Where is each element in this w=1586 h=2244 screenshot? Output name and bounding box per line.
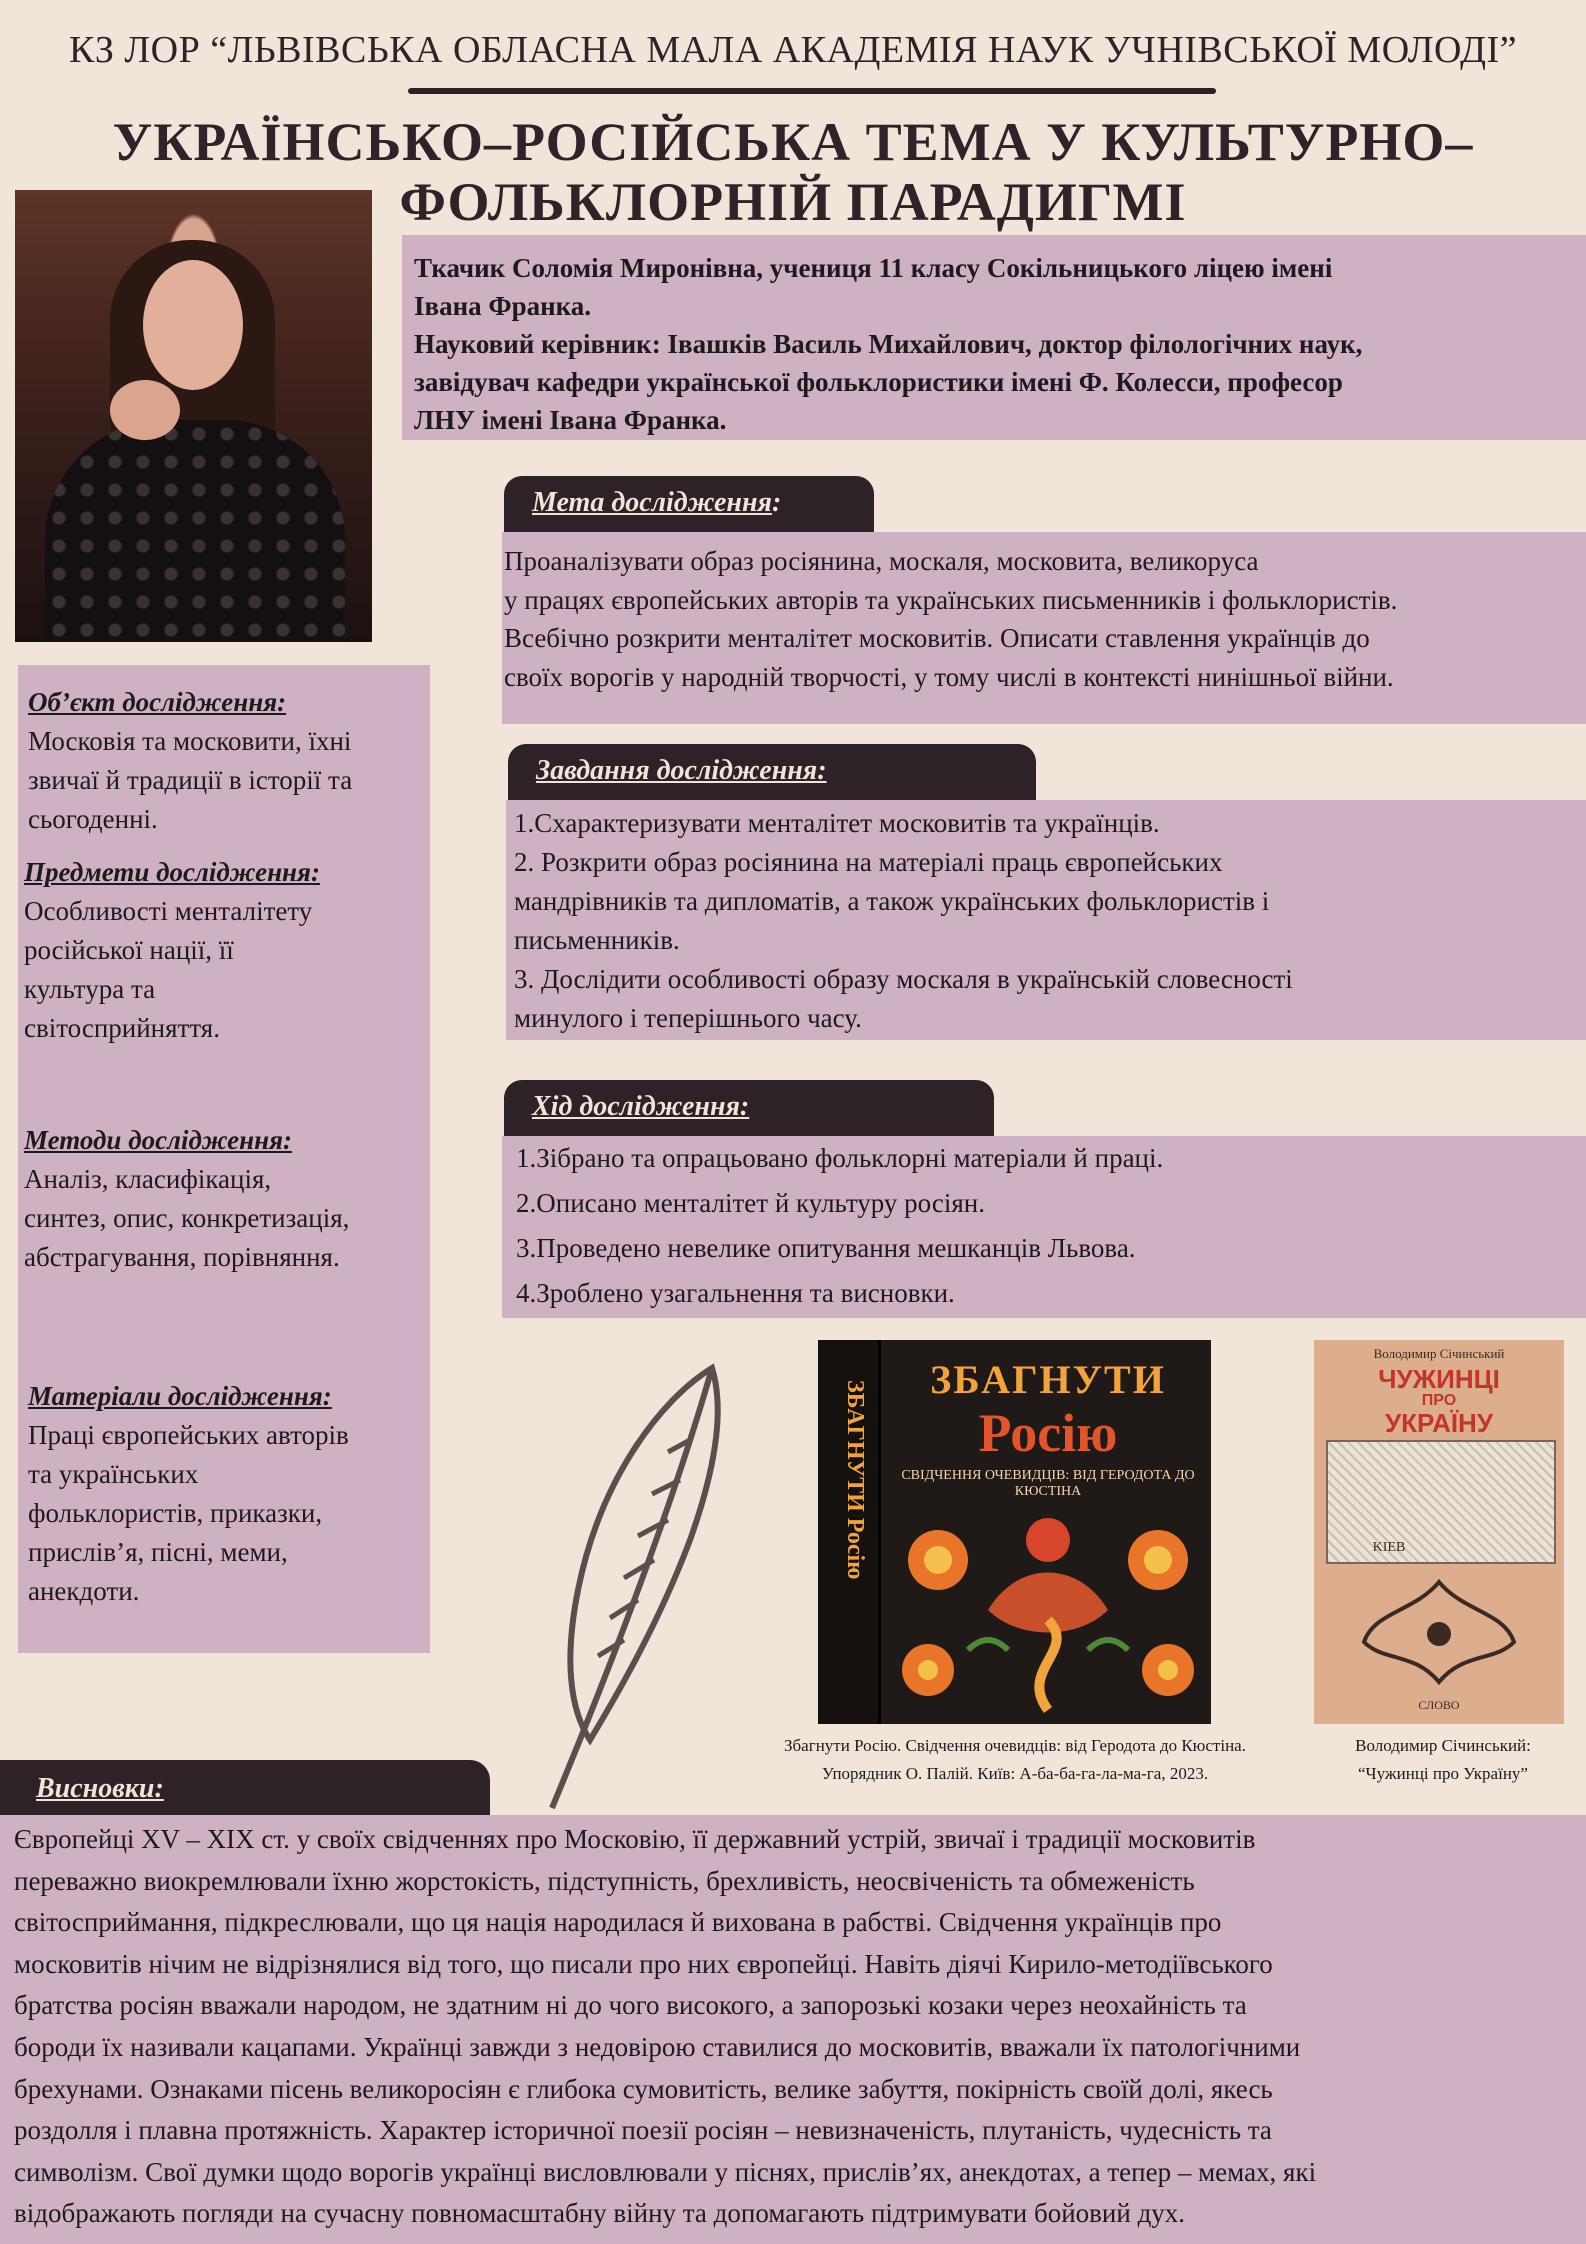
methods-line: абстрагування, порівняння. [24,1242,340,1272]
author-line: Івана Франка. [414,291,592,321]
subjects-line: російської нації, її [24,935,234,965]
conclusions-heading: Висновки: [36,1773,164,1804]
materials-line: та українських [28,1459,199,1489]
goal-colon: : [771,487,782,518]
goal-line: у працях європейських авторів та українських письменників і фольклористів. [504,584,1398,615]
author-line: ЛНУ імені Івана Франка. [414,405,727,435]
author-photo [15,190,372,642]
conclusion-line: брехунами. Ознаками пісень великоросіян є глибока сумовитість, велике забуття, покірність своїй долі, якесь [14,2073,1273,2104]
subjects-line: Особливості менталітету [24,896,313,926]
materials-line: фольклористів, приказки, [28,1498,323,1528]
process-heading: Хід дослідження: [532,1091,750,1122]
book2-map-label: KIEB [1372,1540,1406,1555]
methods-section [24,1121,424,1277]
book2-publisher: СЛОВО [1418,1698,1460,1712]
task-line: минулого і теперішнього часу. [514,1003,862,1033]
author-line: Ткачик Соломія Миронівна, учениця 11 класу Сокільницького ліцею імені [414,253,1333,283]
left-info-panel [18,665,430,1653]
process-line: 2.Описано менталітет й культуру росіян. [516,1188,985,1218]
subjects-line: культура та [24,974,156,1004]
book2-title-line: УКРАЇНУ [1385,1408,1493,1438]
organization-name: КЗ ЛОР “ЛЬВІВСЬКА ОБЛАСНА МАЛА АКАДЕМІЯ НАУК УЧНІВСЬКОЇ МОЛОДІ” [68,29,1518,71]
title-line-1: УКРАЇНСЬКО–РОСІЙСЬКА ТЕМА У КУЛЬТУРНО– [112,112,1474,172]
folk-ornament-icon [888,1500,1208,1720]
book1-caption [700,1732,1330,1788]
book1-cover-main: Росію [978,1403,1118,1463]
materials-line: Праці європейських авторів [28,1420,349,1450]
book1-caption-line: Збагнути Росію. Свідчення очевидців: від Геродота до Кюстіна. [784,1736,1246,1755]
tasks-tab [508,744,1036,800]
tasks-heading: Завдання дослідження: [536,755,827,786]
task-line: 2. Розкрити образ росіянина на матеріалі праць європейських [514,847,1223,877]
book2-caption-line: “Чужинці про Україну” [1358,1764,1528,1783]
object-section [28,683,428,839]
conclusion-line: роздолля і плавна протяжність. Характер історичної поезії росіян – невизначеність, плутаність, чудесність та [14,2115,1272,2146]
goal-tab [504,476,874,532]
book2-caption-line: Володимир Січинський: [1355,1736,1531,1755]
conclusion-line: відображають погляди на сучасну повномасштабну війну та допомагають підтримувати бойовий дух. [14,2198,1186,2229]
book1-cover-top: ЗБАГНУТИ [930,1357,1166,1402]
conclusion-line: символізм. Свої думки щодо ворогів українці висловлювали у піснях, прислів’ях, анекдотах, а тепер – мемах, які [14,2156,1317,2187]
goal-heading: Мета дослідження [532,487,772,518]
book-cover-zbahnuty [818,1340,1211,1724]
book2-title-line: ПРО [1421,1392,1457,1409]
task-line: письменників. [514,925,680,955]
tasks-box [506,800,1586,1040]
methods-line: синтез, опис, конкретизація, [24,1203,350,1233]
process-line: 3.Проведено невелике опитування мешканців Львова. [516,1233,1136,1263]
process-line: 1.Зібрано та опрацьовано фольклорні матеріали й праці. [516,1143,1164,1173]
process-line: 4.Зроблено узагальнення та висновки. [516,1278,955,1308]
book1-cover-sub: СВІДЧЕННЯ ОЧЕВИДЦІВ: ВІД ГЕРОДОТА ДО КЮСТІНА [901,1468,1195,1499]
author-line: завідувач кафедри української фольклористики імені Ф. Колесси, професор [414,367,1343,397]
book2-title-line: ЧУЖИНЦІ [1378,1364,1500,1394]
object-line: звичаї й традиції в історії та [28,765,353,795]
author-line: Науковий керівник: Івашків Василь Михайлович, доктор філологічних наук, [414,329,1363,359]
conclusion-line: московитів нічим не відрізнялися від того, що писали про них європейці. Навіть діячі Кирило-методіївського [14,1948,1273,1979]
object-heading: Об’єкт дослідження: [28,687,287,717]
conclusion-line: переважно виокремлювали їхню жорстокість, підступність, брехливість, неосвіченість та обмеженість [14,1865,1195,1896]
goal-line: Проаналізувати образ росіянина, москаля, московита, великоруса [504,546,1259,576]
subjects-line: світосприйняття. [24,1013,220,1043]
header-divider [408,88,1216,94]
ornament-icon [1354,1572,1524,1692]
task-line: мандрівників та дипломатів, а також українських фольклористів і [514,886,1270,916]
subjects-section [24,853,424,1048]
title-line-2: ФОЛЬКЛОРНІЙ ПАРАДИГМІ [399,172,1187,232]
book-cover-chuzhyntsi [1314,1340,1564,1724]
goal-box [502,532,1586,724]
task-line: 3. Дослідити особливості образу москаля в українській словесності [514,964,1293,994]
methods-line: Аналіз, класифікація, [24,1164,272,1194]
author-info [402,235,1586,440]
book2-title [1334,1366,1544,1436]
process-box [502,1136,1586,1318]
task-line: 1.Схарактеризувати менталітет московитів та українців. [514,808,1160,838]
conclusion-line: бороди їх називали кацапами. Українці завжди з недовірою ставилися до московитів, вважали їх патологічними [14,2031,1301,2062]
materials-line: анекдоти. [28,1576,140,1606]
conclusion-line: світосприймання, підкреслювали, що ця нація народилася й вихована в рабстві. Свідчення українців про [14,1907,1222,1938]
subjects-heading: Предмети дослідження: [24,857,320,887]
book1-spine-text: ЗБАГНУТИ Росію [842,1380,868,1580]
conclusion-line: Європейці XV – XIX ст. у своїх свідченнях про Московію, її державний устрій, звичаї і традиції московитів [14,1824,1256,1854]
book2-caption [1300,1732,1586,1788]
book2-author: Володимир Січинський [1373,1346,1505,1361]
methods-heading: Методи дослідження: [24,1125,293,1155]
object-line: сьогоденні. [28,804,158,834]
conclusions-box [0,1815,1586,2244]
conclusions-tab [0,1760,490,1818]
goal-line: своїх ворогів у народній творчості, у тому числі в контексті нинішньої війни. [504,661,1394,692]
object-line: Московія та московити, їхні [28,726,352,756]
materials-heading: Матеріали дослідження: [28,1381,332,1411]
materials-line: прислів’я, пісні, меми, [28,1537,288,1567]
conclusion-line: братства росіян вважали народом, не здатним ні до чого високого, а запорозькі козаки через неохайність та [14,1990,1247,2021]
book1-caption-line: Упорядник О. Палій. Київ: А-ба-ба-га-ла-ма-га, 2023. [821,1764,1209,1783]
process-tab [504,1080,994,1136]
materials-section [28,1377,428,1611]
goal-line: Всебічно розкрити менталітет московитів. Описати ставлення українців до [504,623,1370,653]
